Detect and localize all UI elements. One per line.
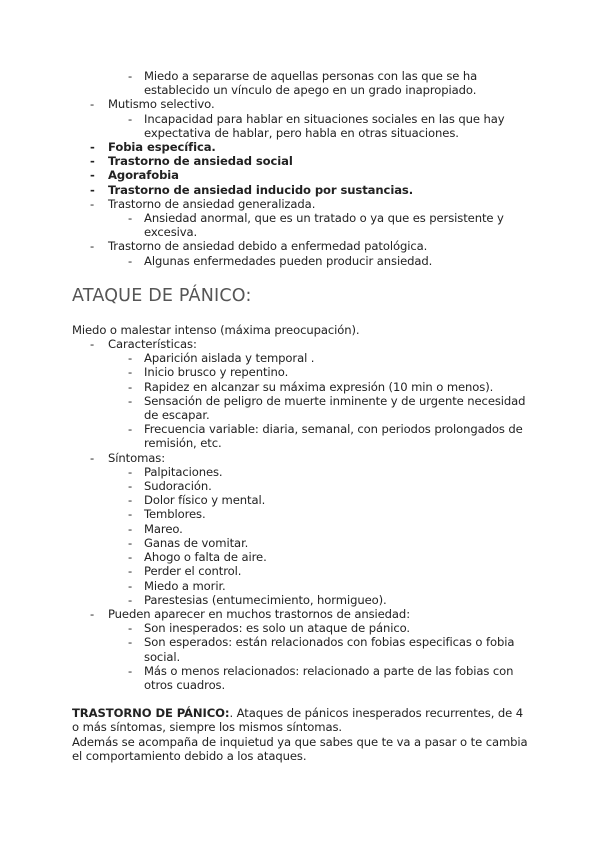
bullet-dash: - xyxy=(128,351,133,366)
list-item-text: Agorafobia xyxy=(108,168,179,183)
list-item xyxy=(72,479,530,493)
list-item-text: Pueden aparecer en muchos trastornos de ansiedad: xyxy=(108,606,410,621)
section-heading: ATAQUE DE PÁNICO: xyxy=(72,285,252,306)
bullet-dash: - xyxy=(128,535,133,550)
bullet-dash: - xyxy=(128,521,133,536)
list-item-text: Trastorno de ansiedad social xyxy=(108,154,293,169)
list-item-text: Sensación de peligro de muerte inminente y de urgente necesidad de escapar. xyxy=(144,393,526,423)
bullet-dash: - xyxy=(128,464,133,479)
list-item-text: Ganas de vomitar. xyxy=(144,535,249,550)
bullet-dash: - xyxy=(128,592,133,607)
bullet-dash: - xyxy=(128,493,133,508)
bullet-dash: - xyxy=(90,97,95,112)
list-item xyxy=(72,507,530,521)
bullet-dash: - xyxy=(128,393,133,408)
list-item xyxy=(72,664,530,692)
bullet-dash: - xyxy=(90,182,95,197)
list-item-text: Trastorno de ansiedad debido a enfermedad patológica. xyxy=(108,239,428,254)
bullet-dash: - xyxy=(90,168,95,183)
list-item-text: Mareo. xyxy=(144,521,183,536)
list-item xyxy=(72,451,530,465)
bullet-dash: - xyxy=(128,635,133,650)
bullet-dash: - xyxy=(90,606,95,621)
bullet-dash: - xyxy=(128,422,133,437)
list-item xyxy=(72,154,530,168)
bullet-dash: - xyxy=(128,507,133,522)
bullet-dash: - xyxy=(128,479,133,494)
list-item xyxy=(72,337,530,351)
list-item-text: Ansiedad anormal, que es un tratado o ya que es persistente y excesiva. xyxy=(144,211,504,240)
bullet-dash: - xyxy=(128,211,133,226)
bullet-dash: - xyxy=(90,239,95,254)
list-item xyxy=(72,635,530,663)
panic-disorder-definition: . Ataques de pánicos inesperados recurrentes, de 4 o más síntomas, siempre los mismos síntomas. xyxy=(72,706,524,735)
list-item xyxy=(72,351,530,365)
list-item xyxy=(72,536,530,550)
list-item-text: Síntomas: xyxy=(108,450,166,465)
list-item-text: Características: xyxy=(108,337,197,352)
list-item xyxy=(72,493,530,507)
list-item xyxy=(72,211,530,239)
list-item-text: Sudoración. xyxy=(144,479,212,494)
intro-text: Miedo o malestar intenso (máxima preocupación). xyxy=(72,322,360,337)
list-item-text: Algunas enfermedades pueden producir ansiedad. xyxy=(144,253,433,268)
list-item xyxy=(72,183,530,197)
bullet-dash: - xyxy=(128,663,133,678)
list-item xyxy=(72,254,530,268)
list-item xyxy=(72,422,530,450)
list-item-text: Mutismo selectivo. xyxy=(108,97,215,112)
list-item xyxy=(72,621,530,635)
bullet-dash: - xyxy=(90,450,95,465)
list-item-text: Parestesias (entumecimiento, hormigueo). xyxy=(144,592,387,607)
list-item xyxy=(72,239,530,253)
list-item xyxy=(72,394,530,422)
list-item-text: Son esperados: están relacionados con fobias especificas o fobia social. xyxy=(144,635,515,664)
bullet-dash: - xyxy=(90,140,95,155)
bullet-dash: - xyxy=(128,365,133,380)
list-item-text: Dolor físico y mental. xyxy=(144,493,266,508)
list-item-text: Miedo a morir. xyxy=(144,578,226,593)
list-item-text: Temblores. xyxy=(144,507,206,522)
list-item xyxy=(72,607,530,621)
list-item xyxy=(72,564,530,578)
panic-disorder-extra: Además se acompaña de inquietud ya que sabes que te va a pasar o te cambia el comportamiento debido a los ataques. xyxy=(72,734,528,763)
disorder-list xyxy=(72,69,530,268)
bullet-dash: - xyxy=(90,337,95,352)
list-item xyxy=(72,522,530,536)
bullet-dash: - xyxy=(128,564,133,579)
list-item xyxy=(72,579,530,593)
list-item-text: Frecuencia variable: diaria, semanal, con periodos prolongados de remisión, etc. xyxy=(144,422,523,451)
list-item xyxy=(72,550,530,564)
list-item xyxy=(72,140,530,154)
panic-attack-list xyxy=(72,337,530,692)
list-item xyxy=(72,97,530,111)
list-item xyxy=(72,365,530,379)
bullet-dash: - xyxy=(90,196,95,211)
bullet-dash: - xyxy=(128,69,133,83)
list-item-text: Son inesperados: es solo un ataque de pánico. xyxy=(144,621,410,636)
bullet-dash: - xyxy=(128,621,133,636)
list-item-text: Más o menos relacionados: relacionado a parte de las fobias con otros cuadros. xyxy=(144,663,514,692)
bullet-dash: - xyxy=(128,550,133,565)
panic-disorder-paragraph xyxy=(72,706,530,734)
list-item xyxy=(72,197,530,211)
panic-disorder-term: TRASTORNO DE PÁNICO: xyxy=(72,706,230,721)
bullet-dash: - xyxy=(128,111,133,126)
list-item-text: Incapacidad para hablar en situaciones sociales en las que hay expectativa de hablar, pero habla en otras situaciones. xyxy=(144,111,505,140)
list-item-text: Rapidez en alcanzar su máxima expresión (10 min o menos). xyxy=(144,379,494,394)
list-item-text: Trastorno de ansiedad inducido por sustancias. xyxy=(108,182,414,197)
list-item-text: Palpitaciones. xyxy=(144,464,223,479)
list-item xyxy=(72,69,530,97)
list-item xyxy=(72,380,530,394)
list-item-text: Miedo a separarse de aquellas personas con las que se ha establecido un vínculo de apego en un grado inapropiado. xyxy=(144,69,478,98)
list-item-text: Ahogo o falta de aire. xyxy=(144,550,267,565)
bullet-dash: - xyxy=(128,253,133,268)
bullet-dash: - xyxy=(128,379,133,394)
bullet-dash: - xyxy=(90,154,95,169)
list-item xyxy=(72,168,530,182)
list-item-text: Fobia específica. xyxy=(108,140,216,155)
bullet-dash: - xyxy=(128,578,133,593)
list-item-text: Perder el control. xyxy=(144,564,242,579)
list-item xyxy=(72,465,530,479)
list-item xyxy=(72,593,530,607)
list-item-text: Aparición aislada y temporal . xyxy=(144,351,315,366)
list-item xyxy=(72,112,530,140)
list-item-text: Trastorno de ansiedad generalizada. xyxy=(108,196,316,211)
list-item-text: Inicio brusco y repentino. xyxy=(144,365,289,380)
